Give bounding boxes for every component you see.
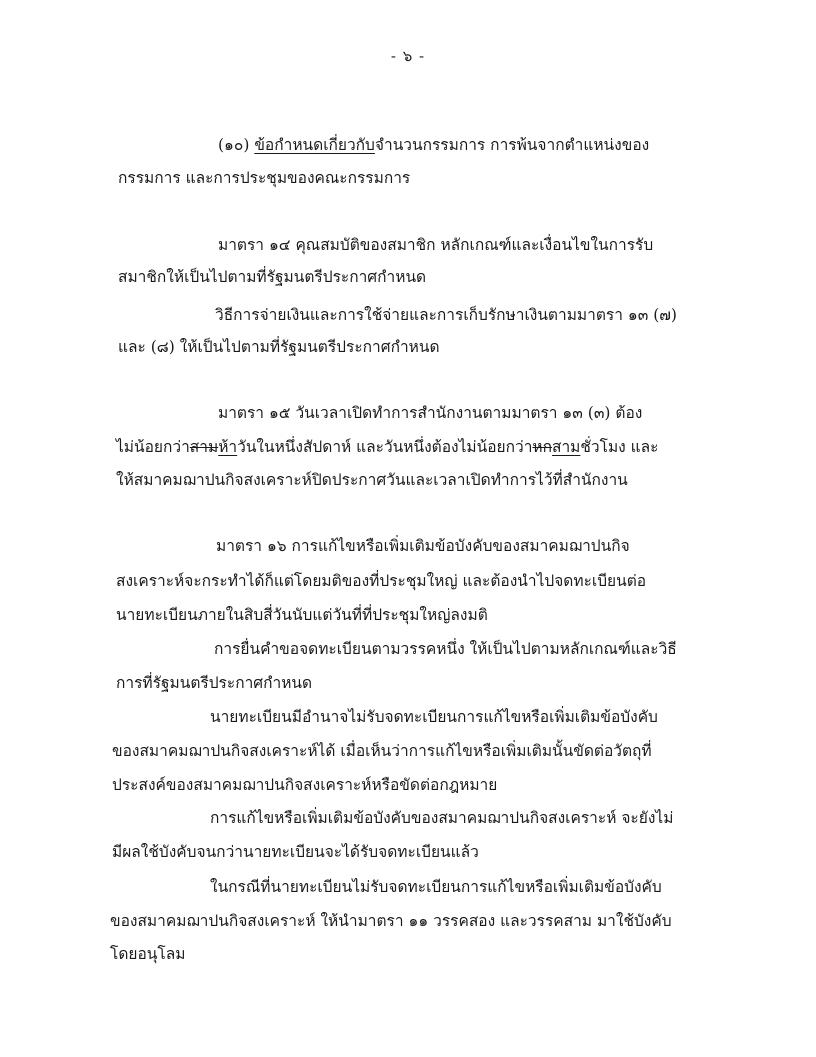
section-16-line-10: มีผลใช้บังคับจนกว่านายทะเบียนจะได้รับจดทะเบียนแล้ว — [112, 843, 479, 861]
section-15-line-1: มาตรา ๑๕ วันเวลาเปิดทำการสำนักงานตามมาตรา ๑๓ (๓) ต้อง — [218, 404, 643, 422]
item-10-prefix: (๑๐) — [218, 136, 255, 154]
section-16-line-5: การที่รัฐมนตรีประกาศกำหนด — [116, 674, 313, 692]
section-16-line-13: โดยอนุโลม — [110, 945, 186, 963]
section-14-line-2: สมาชิกให้เป็นไปตามที่รัฐมนตรีประกาศกำหนด — [118, 268, 427, 286]
inserted-text-1: ห้า — [218, 438, 238, 456]
page-number: - ๖ - — [390, 47, 426, 65]
item-10-underlined-text: ข้อกำหนดเกี่ยวกับ — [254, 136, 375, 154]
section-14-line-1: มาตรา ๑๔ คุณสมบัติของสมาชิก หลักเกณฑ์และเงื่อนไขในการรับ — [218, 236, 654, 254]
inserted-text-2: สาม — [552, 438, 581, 456]
struck-text-1: สาม — [189, 438, 219, 456]
section-16-line-7: ของสมาคมฌาปนกิจสงเคราะห์ได้ เมื่อเห็นว่าการแก้ไขหรือเพิ่มเติมนั้นขัดต่อวัตถุที่ — [112, 742, 652, 760]
section-16-line-6: นายทะเบียนมีอำนาจไม่รับจดทะเบียนการแก้ไขหรือเพิ่มเติมข้อบังคับ — [210, 708, 658, 726]
section-15-line-2 — [116, 440, 658, 456]
section-16-line-2: สงเคราะห์จะกระทำได้ก็แต่โดยมติของที่ประชุมใหญ่ และต้องนำไปจดทะเบียนต่อ — [116, 572, 647, 590]
section-16-line-11: ในกรณีที่นายทะเบียนไม่รับจดทะเบียนการแก้ไขหรือเพิ่มเติมข้อบังคับ — [210, 878, 662, 896]
section-16-line-12: ของสมาคมฌาปนกิจสงเคราะห์ ให้นำมาตรา ๑๑ วรรคสอง และวรรคสาม มาใช้บังคับ — [110, 912, 672, 930]
item-10-line-1-rest: จำนวนกรรมการ การพ้นจากตำแหน่งของ — [374, 136, 650, 154]
section-15-line-2-part-b: วันในหนึ่งสัปดาห์ และวันหนึ่งต้องไม่น้อยกว่า — [237, 438, 533, 456]
section-16-line-9: การแก้ไขหรือเพิ่มเติมข้อบังคับของสมาคมฌาปนกิจสงเคราะห์ จะยังไม่ — [210, 809, 674, 827]
struck-text-2: หก — [532, 438, 553, 456]
section-14-line-3: วิธีการจ่ายเงินและการใช้จ่ายและการเก็บรักษาเงินตามมาตรา ๑๓ (๗) — [215, 306, 677, 324]
section-16-line-4: การยื่นคำขอจดทะเบียนตามวรรคหนึ่ง ให้เป็นไปตามหลักเกณฑ์และวิธี — [214, 640, 677, 658]
section-14-line-4: และ (๘) ให้เป็นไปตามที่รัฐมนตรีประกาศกำหนด — [118, 338, 440, 356]
section-15-line-2-part-a: ไม่น้อยกว่า — [116, 438, 190, 456]
section-16-line-8: ประสงค์ของสมาคมฌาปนกิจสงเคราะห์หรือขัดต่อกฎหมาย — [112, 776, 498, 794]
section-15-line-2-part-c: ชั่วโมง และ — [580, 438, 659, 456]
section-16-line-1: มาตรา ๑๖ การแก้ไขหรือเพิ่มเติมข้อบังคับของสมาคมฌาปนกิจ — [216, 537, 630, 555]
section-15-line-3: ให้สมาคมฌาปนกิจสงเคราะห์ปิดประกาศวันและเวลาเปิดทำการไว้ที่สำนักงาน — [116, 471, 628, 489]
item-10-line-1 — [218, 138, 649, 154]
amendment-1 — [190, 438, 237, 456]
item-10-line-2: กรรมการ และการประชุมของคณะกรรมการ — [118, 169, 411, 187]
section-16-line-3: นายทะเบียนภายในสิบสี่วันนับแต่วันที่ที่ประชุมใหญ่ลงมติ — [116, 606, 488, 624]
amendment-2 — [532, 438, 580, 456]
